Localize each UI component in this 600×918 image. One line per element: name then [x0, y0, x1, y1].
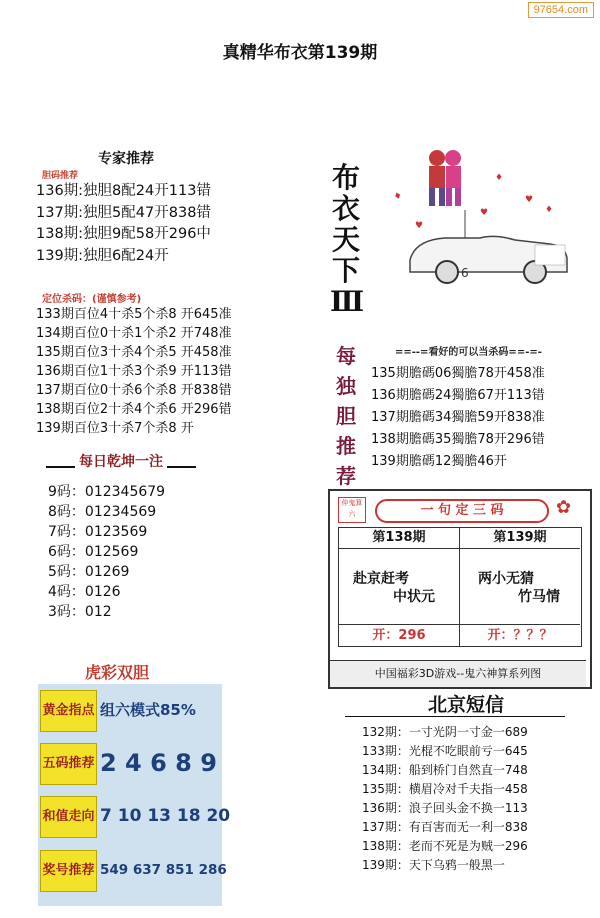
list-item: 134期：船到桥门自然直一748: [362, 763, 528, 777]
tiger-value: 549 637 851 286: [100, 862, 227, 878]
tiger-value: 7 10 13 18 20: [100, 806, 231, 826]
vertical-red-title: [332, 344, 360, 488]
list-item: 136期膽碼24獨膽67开113错: [371, 388, 545, 403]
list-item: 138期膽碼35獨膽78开296错: [371, 432, 545, 447]
tiger-label: 黄金指点: [40, 690, 97, 732]
list-item: 135期百位3十杀4个杀5 开458准: [36, 345, 232, 360]
tiger-value: 组六模式85%: [100, 701, 196, 719]
riddle-text: 两小无猜: [478, 571, 534, 587]
list-item: 137期百位0十杀6个杀8 开838错: [36, 383, 232, 398]
svg-text:♥: ♥: [525, 195, 534, 205]
list-item: 136期百位1十杀3个杀9 开113错: [36, 364, 232, 379]
page-title: 真精华布衣第139期: [222, 43, 378, 63]
tiger-value: 2 4 6 8 9: [100, 749, 217, 777]
dudan-heading: ==--=看好的可以当杀码==-=-: [395, 347, 542, 358]
vertical-title: [330, 161, 365, 318]
list-item: 137期膽碼34獨膽59开838准: [371, 410, 545, 425]
list-item: 139期百位3十杀7个杀8 开: [36, 421, 194, 436]
expert-heading: 专家推荐: [98, 151, 154, 167]
tiger-label: 五码推荐: [40, 743, 97, 785]
riddle-result: 开：？？？: [460, 624, 580, 647]
riddle-table: [338, 527, 582, 647]
vertical-char: Ⅲ: [330, 285, 365, 318]
vertical-char: 下: [331, 254, 360, 287]
expert-list: [36, 181, 211, 267]
list-item: 4码：0126: [48, 584, 121, 600]
vertical-char: 每: [336, 344, 356, 368]
list-item: 133期：光棍不吃眼前亏一645: [362, 744, 528, 758]
car-number: 6: [461, 266, 469, 280]
vertical-char: 布: [331, 161, 360, 194]
list-item: 136期：浪子回头金不换一113: [362, 801, 528, 815]
vertical-char: 荐: [336, 464, 356, 488]
beijing-heading: 北京短信: [427, 694, 504, 716]
decoration-icon: ✿: [556, 497, 572, 518]
list-item: 8码：01234569: [48, 504, 157, 520]
list-item: 137期：有百害而无一利一838: [362, 820, 528, 834]
tiger-panel: [38, 684, 231, 906]
list-item: 138期：老而不死是为贼一296: [362, 839, 528, 853]
period-label: 第139期: [460, 528, 580, 549]
tiger-row: [38, 844, 227, 894]
vertical-char: 推: [336, 434, 356, 458]
list-item: 3码：012: [48, 604, 112, 620]
list-item: 138期百位2十杀4个杀6 开296错: [36, 402, 232, 417]
list-item: 9码：012345679: [48, 484, 166, 500]
list-item: 137期:独胆5配47开838错: [36, 204, 211, 221]
svg-text:♥: ♥: [480, 208, 489, 218]
tiger-label: 奖号推荐: [40, 850, 97, 892]
daily-list: [48, 482, 165, 622]
list-item: 135期膽碼06獨膽78开458准: [371, 366, 545, 381]
tiger-row: [38, 737, 222, 787]
vertical-char: 衣: [331, 192, 360, 225]
list-item: 136期:独胆8配24开113错: [36, 183, 211, 199]
list-item: 139期:独胆6配24开: [36, 247, 169, 264]
list-item: 132期：一寸光阴一寸金一689: [362, 725, 528, 739]
list-item: 5码：01269: [48, 564, 130, 580]
vertical-char: 天: [331, 223, 360, 256]
tiger-row: [38, 684, 222, 734]
riddle-text: 赴京赶考: [353, 571, 409, 587]
riddle-footer: 中国福彩3D游戏--鬼六神算系列图: [330, 660, 586, 687]
expert-subheading: 胆码推荐: [42, 171, 79, 181]
svg-text:♦: ♦: [495, 173, 504, 183]
site-watermark: 97654.com: [528, 2, 594, 18]
svg-text:♥: ♥: [415, 221, 424, 231]
list-item: 138期:独胆9配58开296中: [36, 226, 211, 242]
riddle-badge: 仲鬼算六: [338, 497, 366, 523]
list-item: 139期膽碼12獨膽46开: [371, 454, 507, 469]
svg-text:♦: ♦: [392, 190, 404, 203]
svg-text:♦: ♦: [545, 205, 554, 215]
tiger-heading: 虎彩双胆: [85, 663, 150, 682]
tiger-label: 和值走向: [40, 796, 97, 838]
daily-heading: 每日乾坤一注: [75, 451, 167, 471]
list-item: 133期百位4十杀5个杀8 开645准: [36, 307, 232, 322]
tiger-row: [38, 790, 231, 840]
period-label: 第138期: [339, 528, 459, 549]
dudan-list: [371, 363, 545, 473]
riddle-result: 开：296: [339, 624, 459, 647]
riddle-col-current: [460, 528, 580, 646]
list-item: 134期百位0十杀1个杀2 开748准: [36, 326, 232, 341]
car-illustration: [385, 140, 585, 295]
riddle-text: 竹马情: [518, 589, 560, 605]
list-item: 135期：横眉冷对千夫指一458: [362, 782, 528, 796]
riddle-heading: 一 句 定 三 码: [375, 499, 549, 523]
riddle-text: 中状元: [393, 589, 435, 605]
list-item: 6码：012569: [48, 544, 139, 560]
kill-heading: 定位杀码：(谨慎参考): [42, 294, 142, 305]
riddle-box: [328, 489, 592, 689]
list-item: 139期：天下乌鸦一般黑一: [362, 858, 505, 872]
vertical-char: 胆: [336, 404, 356, 428]
list-item: 7码：0123569: [48, 524, 148, 540]
beijing-divider: [345, 716, 565, 717]
riddle-col-prev: [339, 528, 460, 646]
kill-list: [36, 305, 232, 438]
riddle-header: [330, 491, 586, 527]
beijing-list: [362, 723, 528, 875]
vertical-char: 独: [336, 374, 356, 398]
